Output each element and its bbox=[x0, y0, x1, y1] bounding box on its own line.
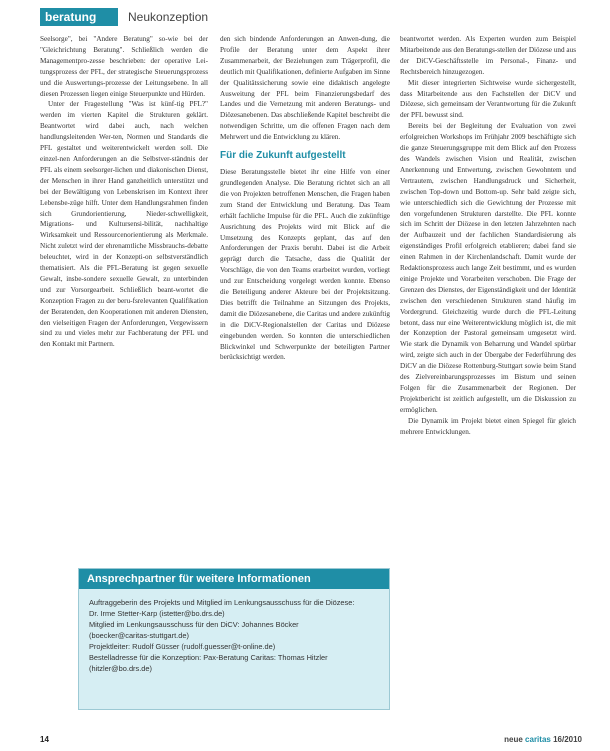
column1-paragraph-1: Seelsorge", bei "Andere Beratung" so-wie bei der "Gleichrichtung Beratung". Schließlich werden die Managementpro-zesse beschrieben: der operative Lei-tungsprozess der PFL, der strategische Steuerungsprozess und die Auswertungs-prozesse der Leitungsebene. In all diesen Prozessen liegen einige Steuerpunkte und Hürden. bbox=[40, 35, 208, 98]
section-subtitle: Neukonzeption bbox=[128, 10, 209, 24]
section-tab: beratung bbox=[40, 8, 118, 26]
magazine-issue bbox=[504, 734, 582, 746]
article-column-2 bbox=[220, 34, 390, 554]
article-column-3 bbox=[400, 34, 576, 724]
contact-box-title: Ansprechpartner für weitere Informationen bbox=[79, 569, 389, 589]
contact-line: Projektleiter: Rudolf Güsser (rudolf.guesser@t-online.de) bbox=[89, 642, 276, 651]
column3-paragraph-2: Mit dieser integrierten Sichtweise wurde sichergestellt, dass Mitarbeitende aus den Fachstellen der DiCV und Diözese, sich gemeinsam der Verantwortung für die Zukunft der PFL bewusst sind. bbox=[400, 78, 576, 120]
article-column-1 bbox=[40, 34, 208, 554]
contact-line: Auftraggeberin des Projekts und Mitglied im Lenkungsausschuss für die Diözese: bbox=[89, 598, 355, 607]
magazine-brand: caritas bbox=[525, 735, 551, 744]
column1-paragraph-2: Unter der Fragestellung "Was ist künf-tig PFL?" werden im vierten Kapitel die Strukturen geklärt. Beantwortet wird dabei auch, nach welchen handlungsleitenden Wer-ten, Normen und Standards die PFL gestaltet und weiterentwickelt werden soll. Die einzel-nen Anforderungen an die Selbstver-ständnis der PFL als einem seelsorger-lichen und diakonischen Dienst, der Menschen in ihrer Hand ganzheitlich unterstützt und bei der Bewältigung von Lebenskrisen im Kontext ihrer Lebensbe-züge hilft. Unter dem Handlungsrahmen finden sich Grundorientierung, Nieder-schwelligkeit, Migrations- und Kultursensi-bilität, nachhaltige Wirksamkeit und Ressourcenorientierung als Merkmale. Nicht zuletzt wird der ehrenamtliche Missbrauchs-debatte beleuchtet, wird in der Konzepti-on selbstverständlich thematisiert. Als die PFL-Beratung ist gegen sexuelle Gewalt, insbe-sondere sexuelle Gewalt, zu unterbinden und zur Vorsorgearbeit. Schließlich beant-wortet die Konzeption Fragen zu der beru-fsrelevanten Qualifikation der Beratenden, den Kooperationen mit anderen Diensten, den vielseitigen Fragen der Anforderungen, Vergewissern sind zu und vieles mehr zur Fachberatung der PFL und den Kontakt mit Partnern. bbox=[40, 100, 208, 349]
column2-paragraph-2: Diese Beratungsstelle bietet ihr eine Hilfe von einer grundlegenden Analyse. Die Beratung richtet sich an all die von Projekten betroffenen Menschen, die Fragen haben zum Stand der Entwicklung und Beratung. Das Team erhält fachliche Impulse für die PFL. Auch die zukünftige Ausrichtung des Projekts wird mit Blick auf die Umsetzung des Konzepts geplant, das auf den Anforderungen der Praxis beruht. Dabei ist die Arbeit geprägt durch die Tatsache, dass die Qualität der Vorschläge, die von den Teams erarbeitet wurden, vorliegt und zur Entscheidung vorgelegt werden konnte. Ebenso die Beteiligung anderer Akteure bei der Projektsitzung. Dies betrifft die Teilnahme an Sitzungen des Projekts, damit die Diözesanebene, die Caritas und andere zukünftig in die DiCV-Regionalstellen der Caritas und Diözese eingebunden werden. So konnten die unterschiedlichen Blickwinkel und Schwerpunkte der beteiligten Partner berücksichtigt werden. bbox=[220, 168, 390, 362]
issue-number: 16/2010 bbox=[553, 735, 582, 744]
contact-line: Mitglied im Lenkungsausschuss für den DiCV: Johannes Böcker bbox=[89, 620, 299, 629]
magazine-prefix: neue bbox=[504, 735, 523, 744]
contact-line: (hitzler@bo.drs.de) bbox=[89, 664, 152, 673]
column2-paragraph-1: den sich bindende Anforderungen an Anwen-dung, die Profile der Beratung unter dem Aspekt ihrer Zusammenarbeit, der Beziehungen zum Trägerprofil, die deutlich mit Qualifikationen, definierte Aufgaben im Sinne der Qualitätssicherung sowie eine didaktisch angelegte Ausweitung der PFL beim Finanzierungsbedarf des Landes und die Vernetzung mit anderen Beratungs- und Diözesanebenen. Das abschließende Kapitel beschreibt die notwendigen Schritte, um die offenen Fragen nach dem Mehrwert und die Entwicklung zu klären. bbox=[220, 35, 390, 142]
column3-paragraph-1: beantwortet werden. Als Experten wurden zum Beispiel Mitarbeitende aus den Beratungs-stellen der Diözese und aus der DiCV-Geschäftsstelle im Personal-, Finanz- und Rechtsbereich hinzugezogen. bbox=[400, 35, 576, 76]
page-number: 14 bbox=[40, 735, 49, 744]
page-footer bbox=[40, 734, 582, 746]
contact-line: Bestelladresse für die Konzeption: Pax-Beratung Caritas: Thomas Hitzler bbox=[89, 653, 328, 662]
contact-line: (boecker@caritas-stuttgart.de) bbox=[89, 631, 189, 640]
contact-box-body bbox=[79, 589, 389, 674]
column3-paragraph-3: Bereits bei der Begleitung der Evaluation von zwei erfolgreichen Workshops im Frühjahr 2009 beschäftigte sich die ganze Steuerungsgruppe mit dem Blick auf den Prozess des Wandels zwischen Vision und Realität, zwischen Anerkennung und Entwertung, zwischen Gewohntem und Vertrautem, zwischen Handlungsdruck und Sicherheit, zwischen Top-down und Bottom-up. Sehr bald zeigte sich, wie unterschiedlich sich die Gewichtung der Prozesse mit den vorgefundenen Strukturen darstellte. Die PFL konnte sich im Schritt der Diözese in den letzten Jahrzehnten nach der Aufbauzeit und der fachlichen Standardisierung als eigenständiges Profil erfolgreich etablieren; dabei fand sie einen Rahmen in der Kirchenlandschaft. Damit wurde der Redaktionsprozess auch lange Zeit bestimmt, und es wurden einige Projekte und Vorarbeiten verschoben. Die Frage der Grenzen des Dienstes, der Eigenständigkeit und der Identität zwischen den verschiedenen Strukturen stand häufig im Vordergrund. Gleichzeitig wurde durch die PFL-Leitung betont, dass nur eine Weiterentwicklung möglich ist, die mit der Konzeption der Pastoral gemeinsam umgesetzt wird. Wie stark die Dynamik von Beharrung und Wandel spürbar wird, zeigte sich auch in der Übergabe der Federführung des DiCV an die Diözese Rottenburg-Stuttgart sowie beim Stand des Zielvereinbarungsprozesses im Bistum und seinen Folgen für die Zusammenarbeit der Regionen. Der Projektbericht ist zeitlich aufgestellt, um die Diskussion zu ermöglichen. bbox=[400, 122, 576, 414]
page-header bbox=[40, 8, 582, 26]
contact-info-box bbox=[78, 568, 390, 710]
section-heading: Für die Zukunft aufgestellt bbox=[220, 150, 346, 162]
contact-line: Dr. Irme Stetter-Karp (istetter@bo.drs.de) bbox=[89, 609, 225, 618]
column3-paragraph-4: Die Dynamik im Projekt bietet einen Spiegel für gleich mehrere Entwicklungen. bbox=[400, 416, 576, 436]
